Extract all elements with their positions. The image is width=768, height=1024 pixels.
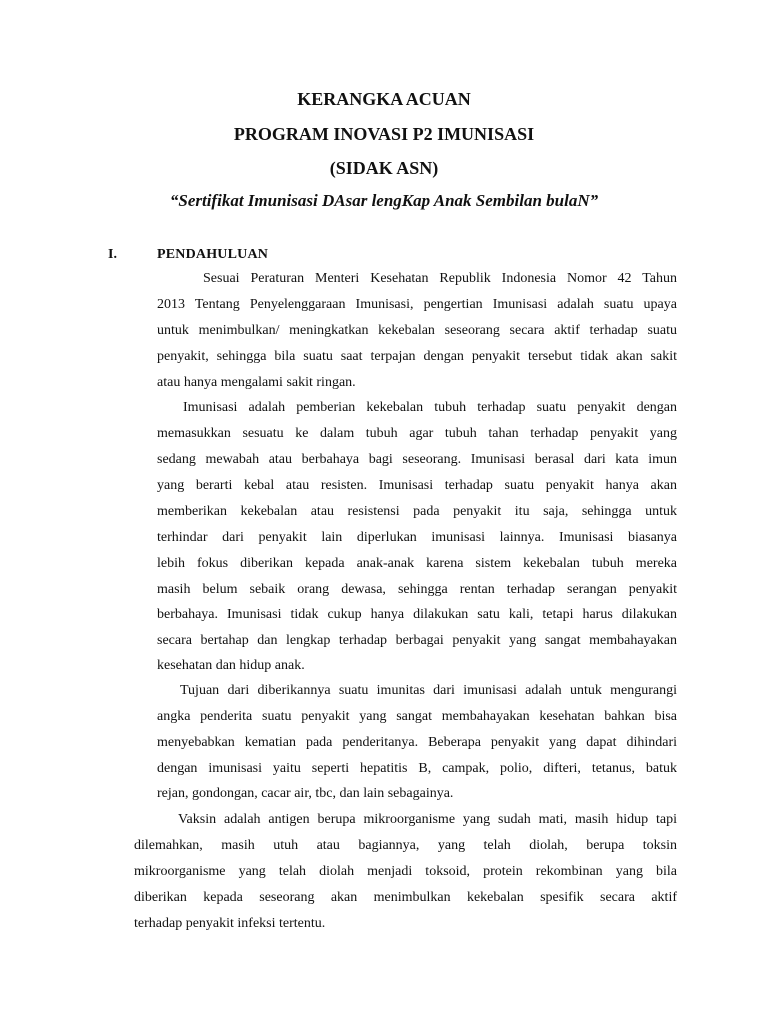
program-title: PROGRAM INOVASI P2 IMUNISASI xyxy=(233,124,535,144)
paragraph-3-line: rejan, gondongan, cacar air, tbc, dan lain sebagainya. xyxy=(157,786,454,801)
paragraph-3-line: Tujuan dari diberikannya suatu imunitas dari imunisasi adalah untuk mengurangi xyxy=(180,683,677,698)
paragraph-4-line: diberikan kepada seseorang akan menimbulkan kekebalan spesifik secara aktif xyxy=(134,890,677,905)
paragraph-2-line: memasukkan sesuatu ke dalam tubuh agar tubuh tahan terhadap penyakit yang xyxy=(157,426,677,441)
paragraph-1-line: penyakit, sehingga bila suatu saat terpajan dengan penyakit tersebut tidak akan sakit xyxy=(157,349,677,364)
paragraph-2-line: sedang mewabah atau berbahaya bagi seseorang. Imunisasi berasal dari kata imun xyxy=(157,452,677,467)
paragraph-2-line: yang berarti kebal atau resisten. Imunisasi terhadap suatu penyakit hanya akan xyxy=(157,478,677,493)
paragraph-4-line: terhadap penyakit infeksi tertentu. xyxy=(134,916,326,931)
section-number: I. xyxy=(108,247,117,262)
program-acronym: (SIDAK ASN) xyxy=(329,158,439,178)
paragraph-1-line: untuk menimbulkan/ meningkatkan kekebalan seseorang secara aktif terhadap suatu xyxy=(157,323,677,338)
section-title: PENDAHULUAN xyxy=(157,247,269,262)
program-subtitle: “Sertifikat Imunisasi DAsar lengKap Anak Sembilan bulaN” xyxy=(169,191,599,210)
document-title: KERANGKA ACUAN xyxy=(297,89,471,109)
paragraph-2-line: berbahaya. Imunisasi tidak cukup hanya dilakukan satu kali, tetapi harus dilakukan xyxy=(157,607,677,622)
paragraph-2-line: Imunisasi adalah pemberian kekebalan tubuh terhadap suatu penyakit dengan xyxy=(183,400,677,415)
paragraph-4-line: mikroorganisme yang telah diolah menjadi toksoid, protein rekombinan yang bila xyxy=(134,864,677,879)
paragraph-1-line: Sesuai Peraturan Menteri Kesehatan Republik Indonesia Nomor 42 Tahun xyxy=(203,271,677,286)
paragraph-3-line: angka penderita suatu penyakit yang sangat membahayakan kesehatan bahkan bisa xyxy=(157,709,677,724)
paragraph-4-line: dilemahkan, masih utuh atau bagiannya, yang telah diolah, berupa toksin xyxy=(134,838,677,853)
paragraph-1-line: atau hanya mengalami sakit ringan. xyxy=(157,375,356,390)
paragraph-2-line: masih belum sebaik orang dewasa, sehingga rentan terhadap serangan penyakit xyxy=(157,582,677,597)
paragraph-3-line: dengan imunisasi yaitu seperti hepatitis B, campak, polio, difteri, tetanus, batuk xyxy=(157,761,677,776)
paragraph-2-line: memberikan kekebalan atau resistensi pada penyakit itu saja, sehingga untuk xyxy=(157,504,677,519)
paragraph-2-line: secara bertahap dan lengkap terhadap berbagai penyakit yang sangat membahayakan xyxy=(157,633,677,648)
paragraph-2-line: lebih fokus diberikan kepada anak-anak karena sistem kekebalan tubuh mereka xyxy=(157,556,677,571)
paragraph-3-line: menyebabkan kematian pada penderitanya. Beberapa penyakit yang dapat dihindari xyxy=(157,735,677,750)
paragraph-2-line: terhindar dari penyakit lain diperlukan imunisasi lainnya. Imunisasi biasanya xyxy=(157,530,677,545)
paragraph-4-line: Vaksin adalah antigen berupa mikroorganisme yang sudah mati, masih hidup tapi xyxy=(178,812,677,827)
paragraph-1-line: 2013 Tentang Penyelenggaraan Imunisasi, pengertian Imunisasi adalah suatu upaya xyxy=(157,297,677,312)
paragraph-2-line: kesehatan dan hidup anak. xyxy=(157,658,305,673)
